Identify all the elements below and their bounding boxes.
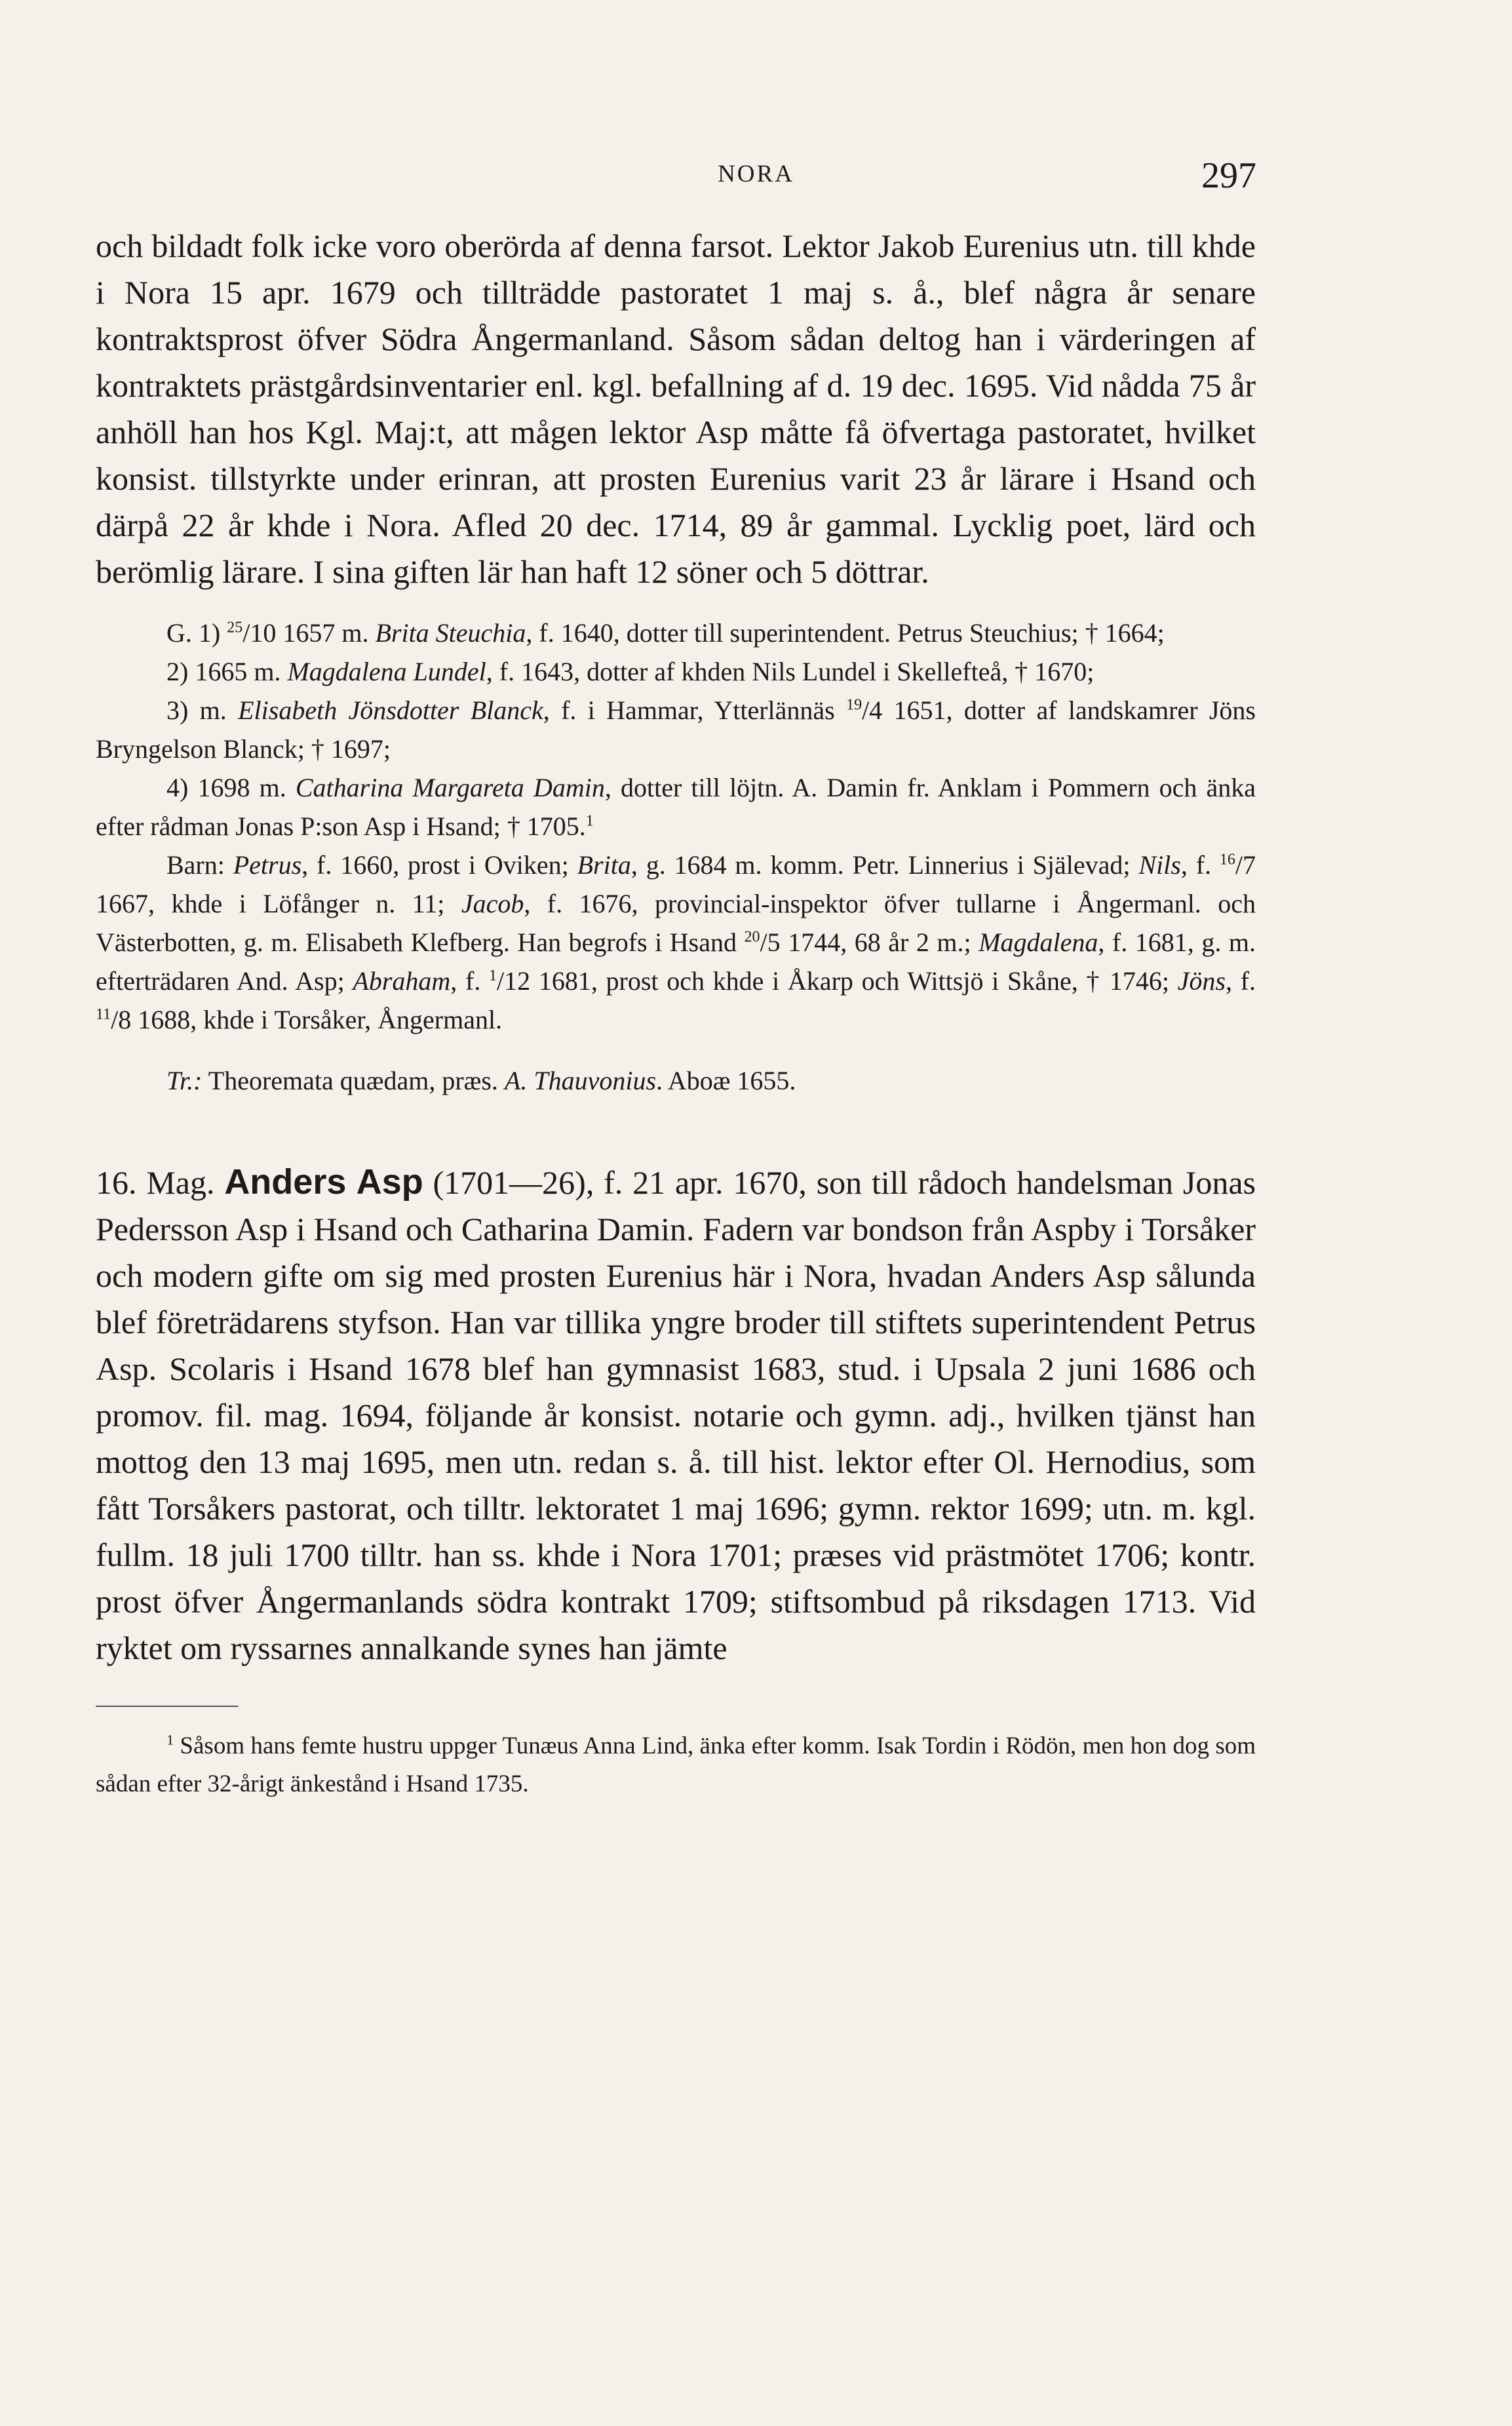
child-name: Petrus: [233, 850, 302, 880]
footnote-text: Såsom hans femte hustru uppger Tunæus Anna Lind, änka efter komm. Isak Tordin i Rödön, men hon dog som sådan efter 32-årigt änkestånd i Hsand 1735.: [96, 1732, 1256, 1797]
child-text: , f. 1660, prost i Oviken;: [301, 850, 577, 880]
marriage-2-prefix: 2) 1665 m.: [166, 657, 288, 686]
running-head: NORA: [718, 161, 794, 187]
spouse-name-2: Magdalena Lundel: [287, 657, 486, 686]
marriage-4: [96, 768, 1256, 846]
child-text: , f. 1676, provincial-inspektor öfver tullarne i Ångermanl. och Västerbotten, g. m. Elisabeth Klefberg. Han begrofs i Hsand: [96, 889, 1256, 957]
child-text: , f.: [450, 966, 490, 996]
child-name: Jöns: [1177, 966, 1226, 996]
entry-number: 16. Mag.: [96, 1164, 225, 1201]
paragraph-eurenius-end: och bildadt folk icke voro oberörda af denna farsot. Lektor Jakob Eurenius utn. till khde i Nora 15 apr. 1679 och tillträdde pastoratet 1 maj s. å., blef några år senare kontraktsprost öfver Södra Ångermanland. Såsom sådan deltog han i värderingen af kontraktets prästgårdsinventarier enl. kgl. befallning af d. 19 dec. 1695. Vid nådda 75 år anhöll han hos Kgl. Maj:t, att mågen lektor Asp måtte få öfvertaga pastoratet, hvilket konsist. tillstyrkte under erinran, att prosten Eurenius varit 23 år lärare i Hsand och därpå 22 år khde i Nora. Afled 20 dec. 1714, 89 år gammal. Lycklig poet, lärd och berömlig lärare. I sina giften lär han haft 12 söner och 5 döttrar.: [96, 227, 1256, 590]
entry-heading-name: Anders Asp: [224, 1162, 423, 1202]
works-text-b: . Aboæ 1655.: [656, 1066, 796, 1095]
marriage-4-text: , dotter till löjtn. A. Damin fr. Anklam i Pommern och änka efter rådman Jonas P:son Asp i Hsand; † 1705.: [96, 773, 1256, 841]
page-number: 297: [1201, 155, 1256, 196]
child-text: , f.: [1180, 850, 1220, 880]
works-author: A. Thauvonius: [504, 1066, 657, 1095]
child-date-sup: 11: [96, 1006, 111, 1023]
marriage-1-date: /10 1657 m.: [242, 618, 376, 648]
child-text: , g. 1684 m. komm. Petr. Linnerius i Själevad;: [630, 850, 1139, 880]
child-text: , f. 1681, g. m. efterträdaren And. Asp;: [96, 928, 1256, 996]
children-label: Barn:: [166, 850, 233, 880]
child-name: Abraham: [353, 966, 451, 996]
child-name: Nils: [1138, 850, 1181, 880]
marriage-3-text-a: , f. i Hammar, Ytterlännäs: [543, 695, 847, 725]
child-date-sup: 20: [744, 928, 760, 946]
marriage-2: [96, 652, 1256, 691]
child-text: , f.: [1225, 966, 1256, 996]
spouse-name-3: Elisabeth Jönsdotter Blanck: [238, 695, 543, 725]
entry-16-paragraph: [96, 1159, 1256, 1672]
marriage-3: [96, 691, 1256, 768]
entry-16-text: (1701—26), f. 21 apr. 1670, son till rådoch handelsman Jonas Pedersson Asp i Hsand och Catharina Damin. Fadern var bondson från Aspby i Torsåker och modern gifte om sig med prosten Eurenius här i Nora, hvadan Anders Asp sålunda blef företrädarens styfson. Han var tillika yngre broder till stiftets superintendent Petrus Asp. Scolaris i Hsand 1678 blef han gymnasist 1683, stud. i Upsala 2 juni 1686 och promov. fil. mag. 1694, följande år konsist. notarie och gymn. adj., hvilken tjänst han mottog den 13 maj 1695, men utn. redan s. å. till hist. lektor efter Ol. Hernodius, som fått Torsåkers pastorat, och tilltr. lektoratet 1 maj 1696; gymn. rektor 1699; utn. m. kgl. fullm. 18 juli 1700 tilltr. han ss. khde i Nora 1701; præses vid prästmötet 1706; kontr. prost öfver Ångermanlands södra kontrakt 1709; stiftsombud på riksdagen 1713. Vid ryktet om ryssarnes annalkande synes han jämte: [96, 1164, 1256, 1666]
child-text: /7 1667, khde i Löfånger n. 11;: [96, 850, 1256, 918]
marriage-1-date-sup: 25: [227, 619, 243, 636]
child-date-sup: 1: [489, 967, 497, 985]
marriage-3-prefix: 3) m.: [166, 695, 239, 725]
footnote-mark: 1: [166, 1731, 174, 1748]
child-date-sup: 16: [1219, 851, 1235, 869]
spouse-name-4: Catharina Margareta Damin: [295, 773, 605, 802]
printed-works: [96, 1061, 1256, 1100]
child-text: /5 1744, 68 år 2 m.;: [760, 928, 979, 957]
marriage-1: [96, 614, 1256, 652]
child-name: Brita: [577, 850, 631, 880]
marriage-2-text: , f. 1643, dotter af khden Nils Lundel i Skellefteå, † 1670;: [486, 657, 1095, 686]
marriage-1-text: , f. 1640, dotter till superintendent. Petrus Steuchius; † 1664;: [526, 618, 1165, 648]
child-name: Magdalena: [979, 928, 1098, 957]
children-list: [96, 846, 1256, 1039]
marriage-1-prefix: G. 1): [166, 618, 227, 648]
marriage-4-prefix: 4) 1698 m.: [166, 773, 296, 802]
child-text: /12 1681, prost och khde i Åkarp och Wittsjö i Skåne, † 1746;: [497, 966, 1178, 996]
works-text-a: Theoremata quædam, præs.: [202, 1066, 505, 1095]
child-name: Jacob: [461, 889, 524, 918]
footnote: [96, 1727, 1256, 1803]
marriage-3-text-b: /4 1651, dotter af landskamrer Jöns Bryngelson Blanck; † 1697;: [96, 695, 1256, 764]
spouse-name-1: Brita Steuchia: [375, 618, 526, 648]
marriage-3-date-sup: 19: [846, 696, 863, 714]
child-text: /8 1688, khde i Torsåker, Ångermanl.: [111, 1005, 503, 1034]
footnote-reference: 1: [585, 812, 594, 830]
works-label: Tr.:: [166, 1066, 203, 1095]
text-block: [96, 223, 1256, 1803]
